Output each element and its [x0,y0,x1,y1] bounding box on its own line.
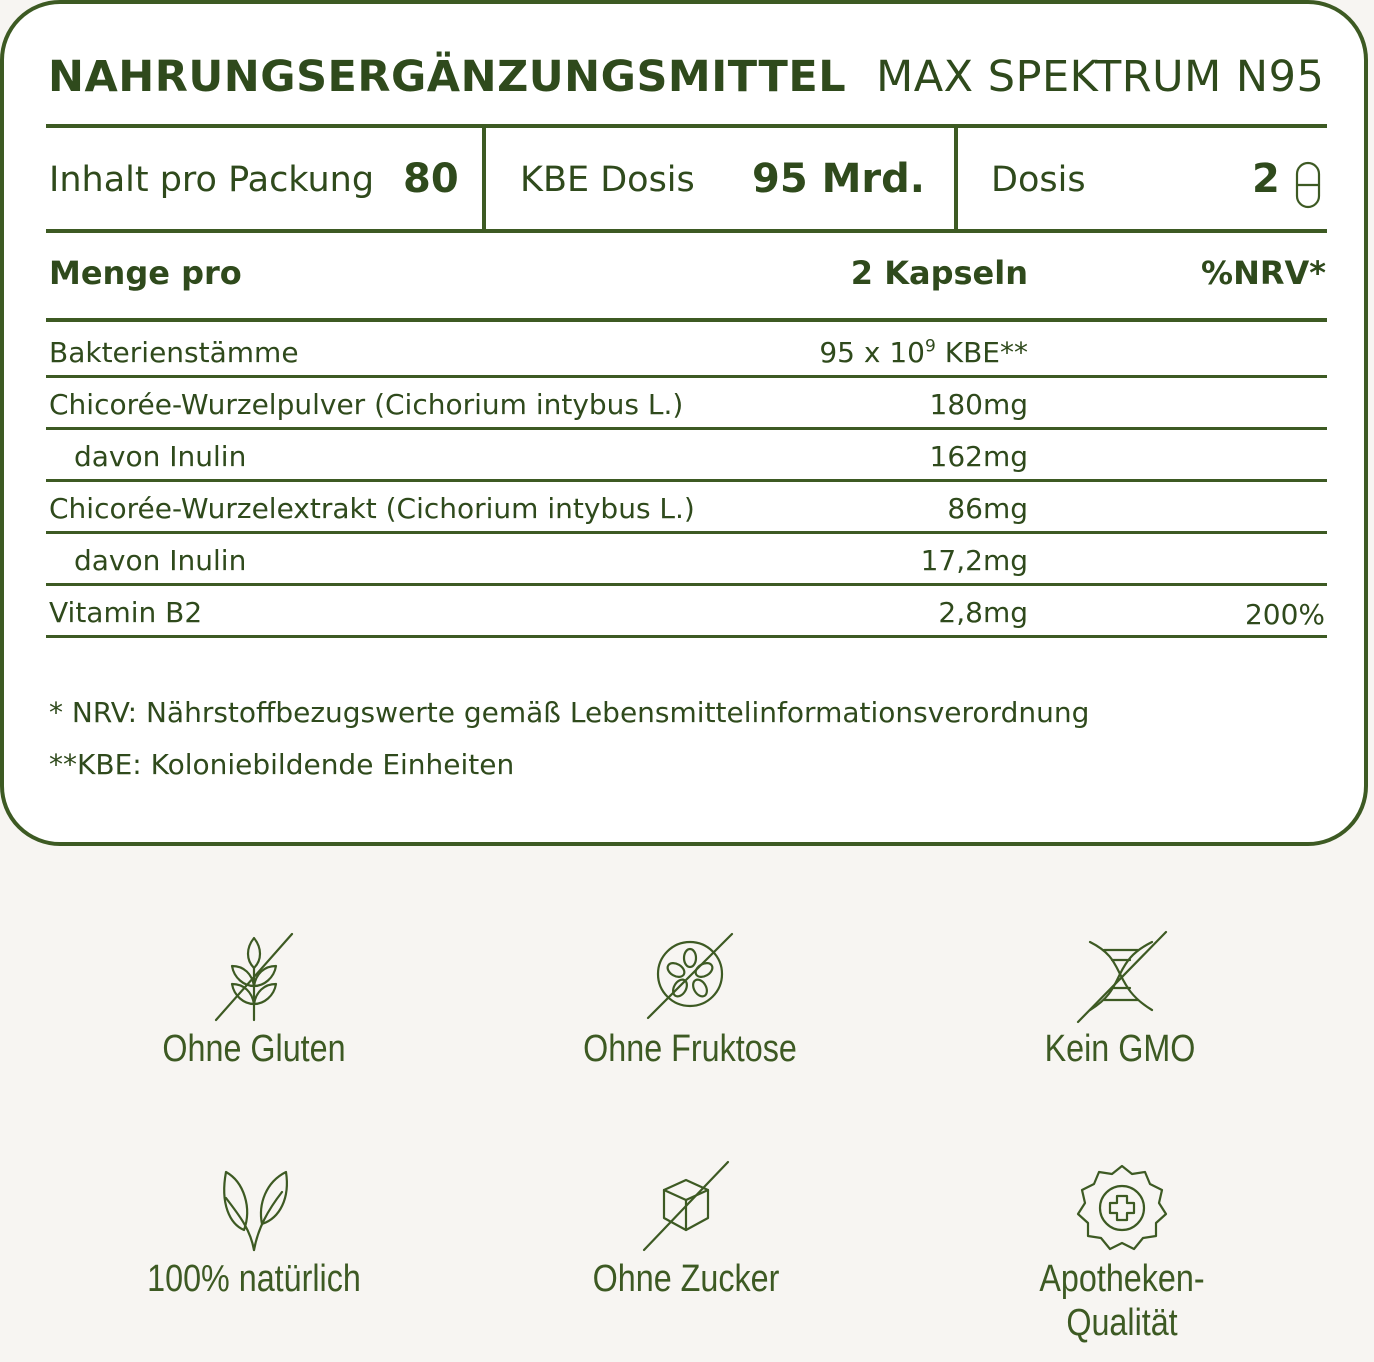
kbe-value: 95 Mrd. [752,156,925,202]
divider [954,128,958,230]
feature-label: 100% natürlich [147,1258,361,1300]
feature-label: Kein GMO [1044,1028,1196,1070]
col-header-nrv: %NRV* [1201,254,1326,292]
ingredient-name: davon Inulin [74,440,247,473]
ingredient-amount: 17,2mg [920,544,1028,577]
wheat-crossed-icon [204,928,304,1028]
ingredient-amount: 86mg [947,492,1028,525]
feature-gluten-free [44,928,464,1072]
label-title-row [48,52,1328,102]
col-header-name: Menge pro [49,254,242,292]
feature-label: Ohne Fruktose [583,1028,797,1070]
ingredient-name: Vitamin B2 [49,596,203,629]
table-row [46,430,1327,482]
feature-label: Ohne Gluten [162,1028,346,1070]
table-row [46,378,1327,430]
product-name: MAX SPEKTRUM N95 [876,52,1325,102]
divider [46,318,1327,322]
ingredient-name: davon Inulin [74,544,247,577]
ingredient-amount: 180mg [929,388,1028,421]
ingredient-name: Chicorée-Wurzelextrakt (Cichorium intybus L.) [49,492,695,525]
dose-label: Dosis [991,160,1086,200]
table-row [46,326,1327,378]
divider [46,124,1327,128]
table-row [46,534,1327,586]
ingredient-name: Bakterienstämme [49,336,299,369]
dose-value: 2 [1252,156,1280,202]
dna-crossed-icon [1070,928,1170,1028]
feature-pharmacy-quality [912,1158,1332,1345]
leaves-icon [204,1158,304,1258]
feature-fructose-free [480,928,900,1072]
feature-label: Ohne Zucker [592,1258,780,1300]
feature-sugar-free [476,1158,896,1302]
divider [482,128,486,230]
divider [46,229,1327,233]
ingredient-nrv: 200% [1244,598,1325,631]
feature-label: Apotheken- Qualität [1039,1258,1205,1344]
ingredient-name: Chicorée-Wurzelpulver (Cichorium intybus L.) [49,388,684,421]
sugar-cube-crossed-icon [636,1158,736,1258]
ingredient-amount: 162mg [929,440,1028,473]
content-value: 80 [403,156,459,202]
footnote-kbe: **KBE: Koloniebildende Einheiten [49,748,515,781]
ingredient-amount: 95 x $10^9$ KBE** [819,336,1028,369]
content-label: Inhalt pro Packung [49,160,375,200]
fruit-slice-crossed-icon [640,928,740,1028]
table-row [46,482,1327,534]
pharmacy-seal-icon [1072,1158,1172,1258]
ingredient-amount: 2,8mg [938,596,1028,629]
kbe-label: KBE Dosis [520,160,695,200]
footnote-nrv: * NRV: Nährstoffbezugswerte gemäß Lebensmittelinformationsverordnung [49,696,1090,729]
table-row [46,586,1327,638]
col-header-amount: 2 Kapseln [850,254,1028,292]
feature-natural [44,1158,464,1302]
capsule-icon [1294,160,1324,210]
feature-gmo-free [910,928,1330,1072]
label-title: NAHRUNGSERGÄNZUNGSMITTEL [48,52,847,102]
